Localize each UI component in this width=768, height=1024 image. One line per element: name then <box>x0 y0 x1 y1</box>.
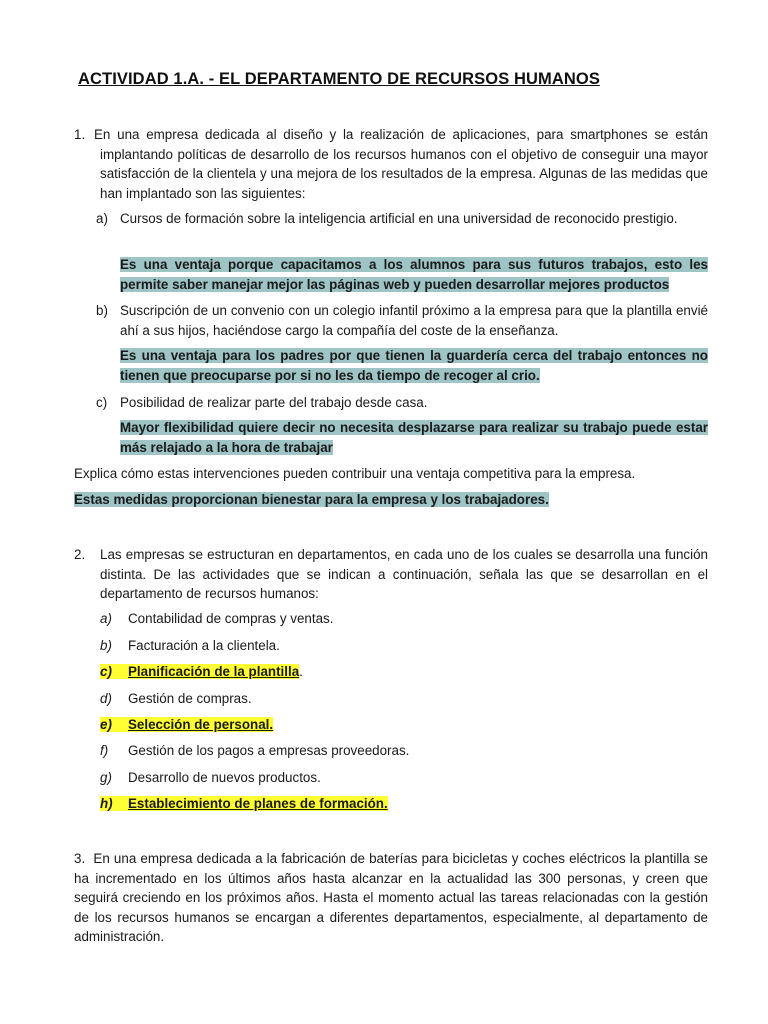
selected-highlight: c) Planificación de la plantilla <box>100 664 300 679</box>
q1-item-c-marker: c) <box>96 395 108 410</box>
q1-item-b-answer <box>120 346 708 385</box>
q1-text: En una empresa dedicada al diseño y la realización de aplicaciones, para smartphones se están implantando políticas de desarrollo de los recursos humanos con el objetivo de conseguir una mayor satisfacción de la clientela y una mejora de los resultados de la empresa. Algunas de las medidas que han implantado son las siguientes: <box>94 127 708 201</box>
q3-paragraph <box>74 849 708 947</box>
q2-item-c: c) Planificación de la plantilla. <box>100 664 303 679</box>
q2-item-a: a) Contabilidad de compras y ventas. <box>100 611 334 626</box>
answer-highlight: Mayor flexibilidad quiere decir no necesita desplazarse para realizar su trabajo puede estar más relajado a la hora de trabajar <box>120 420 708 455</box>
q3-text: En una empresa dedicada a la fabricación de baterías para bicicletas y coches eléctricos la plantilla se ha incrementado en los últimos años hasta alcanzar en la actualidad las 300 personas, y creen que seguirá creciendo en los próximos años. Hasta el momento actual las tareas relacionadas con la gestión de los recursos humanos se encargan a diferentes departamentos, especialmente, al departamento de administración. <box>74 851 708 945</box>
q3-number: 3. <box>74 851 86 866</box>
answer-highlight: Es una ventaja para los padres por que tienen la guardería cerca del trabajo entonces no tienen que preocuparse por si no les da tiempo de recoger al crio. <box>120 348 708 383</box>
page-title: ACTIVIDAD 1.A. - EL DEPARTAMENTO DE RECURSOS HUMANOS <box>78 70 600 88</box>
q1-final-answer <box>74 490 549 510</box>
q1-item-a-marker: a) <box>96 211 108 226</box>
q2-text: Las empresas se estructuran en departamentos, en cada uno de los cuales se desarrolla una función distinta. De las actividades que se indican a continuación, señala las que se desarrollan en el departamento de recursos humanos: <box>100 547 708 602</box>
selected-highlight: e) Selección de personal. <box>100 717 274 732</box>
q1-item-a-answer <box>120 255 708 294</box>
answer-highlight: Estas medidas proporcionan bienestar para la empresa y los trabajadores. <box>74 492 549 507</box>
q2-item-g: g) Desarrollo de nuevos productos. <box>100 770 321 785</box>
q2-item-f: f) Gestión de los pagos a empresas proveedoras. <box>100 743 410 758</box>
answer-highlight: Es una ventaja porque capacitamos a los alumnos para sus futuros trabajos, esto les permite saber manejar mejor las páginas web y pueden desarrollar mejores productos <box>120 257 708 292</box>
q2-item-d: d) Gestión de compras. <box>100 691 252 706</box>
q2-number: 2. <box>74 547 86 562</box>
q2-item-h <box>100 794 388 814</box>
q1-question: Explica cómo estas intervenciones pueden contribuir una ventaja competitiva para la empresa. <box>74 466 636 481</box>
q1-item-b-marker: b) <box>96 303 108 318</box>
q2-item-e <box>100 715 273 735</box>
q1-item-b-text: Suscripción de un convenio con un colegio infantil próximo a la empresa para que la plantilla envié ahí a sus hijos, haciéndose cargo la compañía del coste de la enseñanza. <box>120 303 708 338</box>
q1-number: 1. <box>74 127 86 142</box>
q1-item-c-text: Posibilidad de realizar parte del trabajo desde casa. <box>120 395 428 410</box>
q1-item-c-answer <box>120 418 708 457</box>
q1-item-a-text: Cursos de formación sobre la inteligencia artificial en una universidad de reconocido prestigio. <box>120 211 678 226</box>
q2-item-b: b) Facturación a la clientela. <box>100 638 280 653</box>
selected-highlight: h) Establecimiento de planes de formación. <box>100 796 388 811</box>
